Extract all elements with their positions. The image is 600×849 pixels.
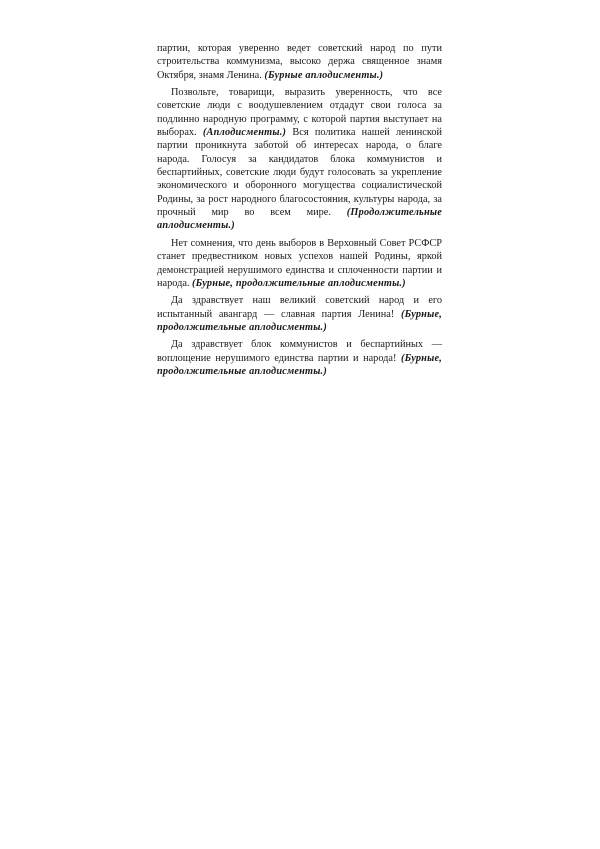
paragraph-4-reaction: (Бурные, продолжительные аплодисменты.) [157,308,442,333]
paragraph-3-reaction: (Бурные, продолжительные аплодисменты.) [192,277,406,289]
document-page [157,42,442,382]
paragraph-1-reaction: (Бурные аплодисменты.) [264,69,384,81]
paragraph-4 [157,294,442,334]
paragraph-4-text: Да здравствует наш великий советский народ и его испытанный авангард — славная партия Ленина! [157,295,442,320]
paragraph-2-text-continued: Вся политика нашей ленинской партии проникнута заботой об интересах народа, о благе народа. Голосуя за кандидатов блока коммунистов и беспартийных, советские люди будут голосовать за укрепление экономического и оборонного могущества социалистической Родины, за рост народного благосостояния, культуры народа, за прочный мир во всем мире. [157,127,442,219]
paragraph-3 [157,237,442,290]
paragraph-5-reaction: (Бурные, продолжительные аплодисменты.) [157,352,442,377]
paragraph-3-text: Нет сомнения, что день выборов в Верховный Совет РСФСР станет предвестником новых успехов нашей Родины, яркой демонстрацией нерушимого единства и сплоченности партии и народа. [157,237,442,289]
paragraph-2 [157,86,442,233]
paragraph-2-text: Позвольте, товарищи, выразить уверенность, что все советские люди с воодушевлением отдадут свои голоса за подлинно народную программу, с которой партия выступает на выборах. [157,87,442,139]
paragraph-5 [157,338,442,378]
paragraph-1-text: партии, которая уверенно ведет советский народ по пути строительства коммунизма, высоко держа священное знамя Октября, знамя Ленина. [157,43,442,81]
paragraph-5-text: Да здравствует блок коммунистов и беспартийных — воплощение нерушимого единства партии и народа! [157,339,442,364]
paragraph-2-reaction-final: (Продолжительные аплодисменты.) [157,207,442,232]
paragraph-1 [157,42,442,82]
paragraph-2-reaction: (Аплодисменты.) [202,127,287,139]
